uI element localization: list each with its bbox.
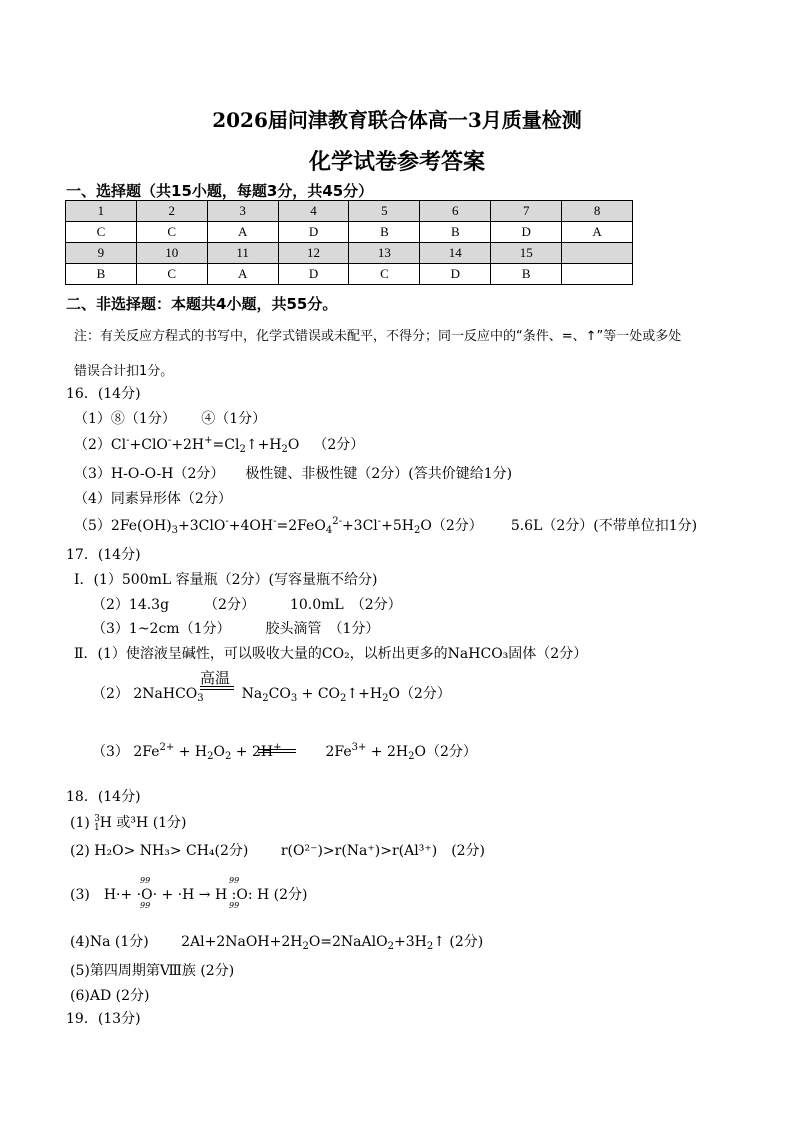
q16-part5-tail: 5.6L（2分）(不带单位扣1分) (510, 518, 698, 534)
answer-table (65, 200, 633, 285)
q18-part4-prefix: (4)Na (1分) (70, 934, 149, 950)
table-cell: B (491, 264, 562, 285)
grading-note-line1: 注：有关反应方程式的书写中，化学式错误或未配平，不得分；同一反应中的“条件、=、↑”等一处或多处 (74, 329, 682, 344)
lone-pair-dots: 99 (229, 901, 240, 910)
q19-header: 19．(13分) (66, 1011, 141, 1027)
q17-header: 17．(14分) (66, 547, 141, 563)
answer-key-title: 化学试卷参考答案 (308, 150, 485, 175)
table-cell: 13 (349, 243, 420, 264)
q16-part3: （3）H-O-O-H（2分） 极性键、非极性键（2分）(答共价键给1分) (74, 466, 513, 482)
table-cell: 9 (66, 243, 137, 264)
grading-note-line2: 错误合计扣1分。 (74, 364, 174, 379)
q18-part4-score: (2分) (449, 934, 484, 950)
lone-pair-dots: 99 (140, 876, 151, 885)
table-cell: 1 (66, 201, 137, 222)
table-cell: D (491, 222, 562, 243)
q18-part3: (3) H·+ ·O· + ·H → H :O: H (2分) (70, 887, 308, 903)
table-cell (562, 243, 633, 264)
table-cell: 4 (278, 201, 349, 222)
q18-header: 18．(14分) (66, 789, 141, 805)
table-cell (562, 264, 633, 285)
table-cell: A (207, 264, 278, 285)
table-cell: 11 (207, 243, 278, 264)
table-cell: 6 (420, 201, 491, 222)
q17-ii3-score: （2分） (425, 744, 477, 760)
table-row (66, 243, 633, 264)
q18-part6: (6)AD (2分) (70, 988, 150, 1004)
q18-part1-tail: 或³H (1分) (116, 815, 187, 831)
q17-ii1: Ⅱ．(1）使溶液呈碱性，可以吸收大量的CO₂，以析出更多的NaHCO₃固体（2分） (74, 646, 588, 662)
table-cell: 8 (562, 201, 633, 222)
table-cell: D (420, 264, 491, 285)
table-cell: 15 (491, 243, 562, 264)
q18-part4: (4)Na (1分) 2Al+2NaOH+2H2O=2NaAlO2+3H2↑ (2分) (70, 931, 483, 952)
table-cell: C (349, 264, 420, 285)
table-cell: C (136, 264, 207, 285)
table-cell: 3 (207, 201, 278, 222)
q16-part5-score: （2分） (431, 518, 483, 534)
q16-part2: （2）Cl-+ClO-+2H+=Cl2↑+H2O （2分） (74, 435, 365, 455)
table-cell: B (420, 222, 491, 243)
q17-i1: Ⅰ．(1）500mL 容量瓶（2分）(写容量瓶不给分) (74, 572, 378, 588)
table-cell: A (207, 222, 278, 243)
q17-ii3: （3） 2Fe2+ + H2O2 + 2H+ 2Fe3+ + 2H2O（2分） (92, 742, 477, 762)
q18-part5: (5)第四周期第Ⅷ族 (2分) (70, 963, 235, 979)
table-cell: 10 (136, 243, 207, 264)
q18-part3-score: (2分) (273, 887, 308, 903)
table-cell: 2 (136, 201, 207, 222)
table-cell: B (66, 264, 137, 285)
lone-pair-dots: 99 (229, 876, 240, 885)
exam-title: 2026届问津教育联合体高一3月质量检测 (212, 108, 582, 132)
q17-i2: （2）14.3g （2分） 10.0mL （2分） (92, 597, 402, 613)
q17-ii2-score: （2分） (399, 686, 451, 702)
q18-part1: (1) 31H 或³H (1分) (70, 814, 187, 833)
table-cell: 12 (278, 243, 349, 264)
table-row (66, 201, 633, 222)
section1-heading: 一、选择题（共15小题，每题3分，共45分） (66, 182, 374, 200)
lone-pair-dots: 99 (140, 901, 151, 910)
table-cell: 14 (420, 243, 491, 264)
table-row (66, 222, 633, 243)
q16-part2-prefix: （2）Cl (74, 437, 127, 453)
table-cell: C (136, 222, 207, 243)
q18-part2: (2) H₂O> NH₃> CH₄(2分) r(O²⁻)>r(Na⁺)>r(Al³⁺) (2分) (70, 843, 486, 859)
q17-ii2: （2） 2NaHCO3 Na2CO3 + CO2↑+H2O（2分） (92, 683, 451, 704)
q16-part4: （4）同素异形体（2分） (74, 491, 232, 507)
q16-part5: （5）2Fe(OH)3+3ClO-+4OH-=2FeO42-+3Cl-+5H2O（2分） 5.6L（2分）(不带单位扣1分) (74, 516, 698, 536)
table-row (66, 264, 633, 285)
table-cell: D (278, 264, 349, 285)
q16-part2-score: （2分） (313, 437, 365, 453)
table-cell: 5 (349, 201, 420, 222)
table-cell: A (562, 222, 633, 243)
q17-ii2-condition: 高温 (200, 669, 231, 687)
table-cell: 7 (491, 201, 562, 222)
q17-i3: （3）1~2cm（1分） 胶头滴管 （1分） (92, 621, 380, 637)
q16-part1: （1）⑧（1分） ④（1分） (74, 411, 267, 427)
section2-heading: 二、非选择题：本题共4小题，共55分。 (66, 295, 338, 313)
q16-header: 16．(14分) (66, 386, 141, 402)
table-cell: B (349, 222, 420, 243)
table-cell: D (278, 222, 349, 243)
table-cell: C (66, 222, 137, 243)
